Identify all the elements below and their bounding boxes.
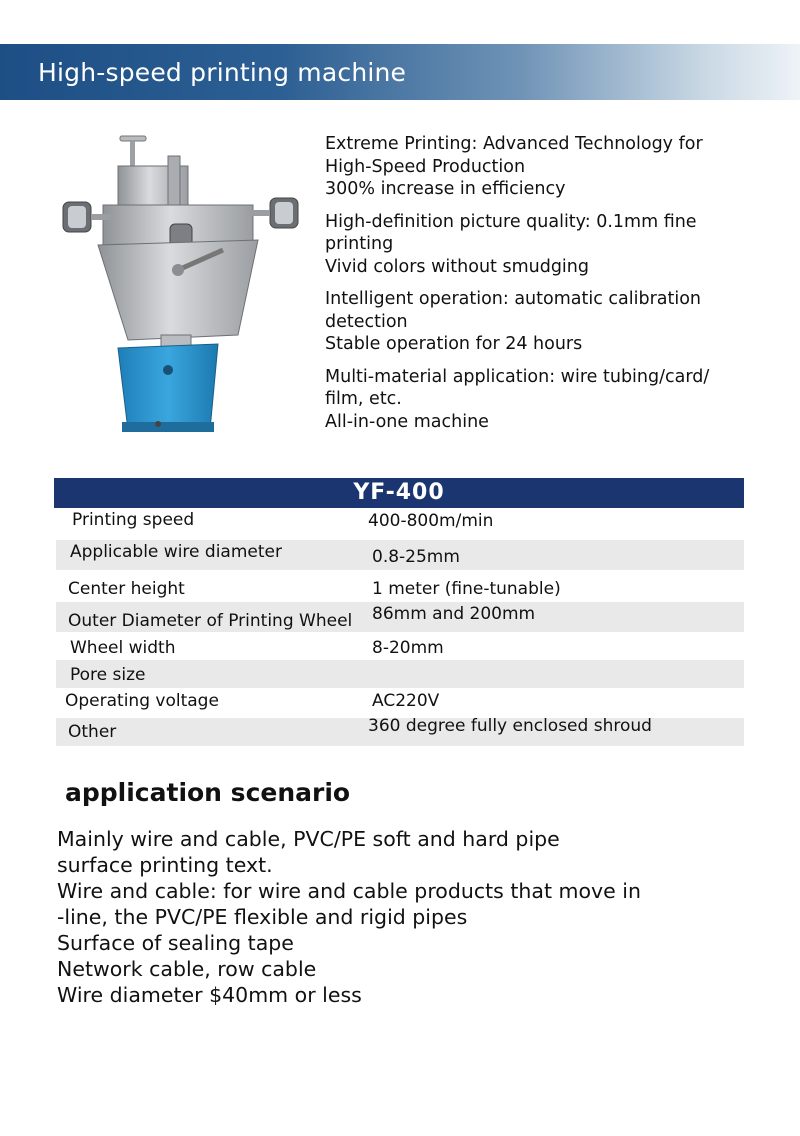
feature-line: detection xyxy=(325,311,408,332)
feature-line: Stable operation for 24 hours xyxy=(325,334,583,354)
spec-label: Other xyxy=(68,722,117,742)
spec-label: Pore size xyxy=(70,665,146,685)
application-title: application scenario xyxy=(65,778,351,807)
application-line: Wire and cable: for wire and cable products that move in xyxy=(57,879,641,903)
spec-label: Operating voltage xyxy=(65,691,219,711)
spec-label: Center height xyxy=(68,579,185,599)
feature-line: film, etc. xyxy=(325,389,402,409)
application-line: Mainly wire and cable, PVC/PE soft and hard pipe xyxy=(57,827,560,851)
feature-block xyxy=(325,133,765,201)
printing-machine-image xyxy=(58,130,308,440)
feature-line: Multi-material application: wire tubing/card/ xyxy=(325,366,710,387)
feature-block xyxy=(325,211,765,279)
application-line: Surface of sealing tape xyxy=(57,931,294,955)
application-line: -line, the PVC/PE flexible and rigid pipes xyxy=(57,905,468,929)
feature-line: High-definition picture quality: 0.1mm fine xyxy=(325,211,697,232)
feature-list xyxy=(325,133,765,433)
spec-label: Outer Diameter of Printing Wheel xyxy=(68,611,353,631)
feature-line: 300% increase in efficiency xyxy=(325,179,566,199)
page-title: High-speed printing machine xyxy=(38,58,407,87)
application-line: Network cable, row cable xyxy=(57,957,317,981)
spec-value: 86mm and 200mm xyxy=(372,604,536,624)
feature-line: Intelligent operation: automatic calibration xyxy=(325,289,702,309)
spec-value: 400-800m/min xyxy=(368,511,494,531)
spec-label: Wheel width xyxy=(70,638,176,658)
spec-value: 8-20mm xyxy=(372,638,444,658)
feature-block xyxy=(325,366,765,434)
feature-line: Vivid colors without smudging xyxy=(325,256,589,277)
feature-block xyxy=(325,288,765,356)
application-text xyxy=(57,826,641,1008)
feature-line: High-Speed Production xyxy=(325,156,526,177)
spec-value: 0.8-25mm xyxy=(372,547,460,567)
spec-value: 360 degree fully enclosed shroud xyxy=(368,716,652,736)
feature-line: Extreme Printing: Advanced Technology for xyxy=(325,134,703,154)
spec-table-header xyxy=(54,478,744,508)
feature-line: printing xyxy=(325,234,394,254)
application-line: Wire diameter $40mm or less xyxy=(57,983,362,1007)
row-shade xyxy=(56,660,744,688)
spec-value: 1 meter (fine-tunable) xyxy=(372,579,561,599)
header-banner xyxy=(0,44,800,100)
spec-label: Applicable wire diameter xyxy=(70,542,282,562)
application-line: surface printing text. xyxy=(57,853,273,877)
spec-value: AC220V xyxy=(372,691,440,711)
model-title: YF-400 xyxy=(353,480,445,505)
feature-line: All-in-one machine xyxy=(325,411,489,432)
spec-label: Printing speed xyxy=(72,510,195,530)
